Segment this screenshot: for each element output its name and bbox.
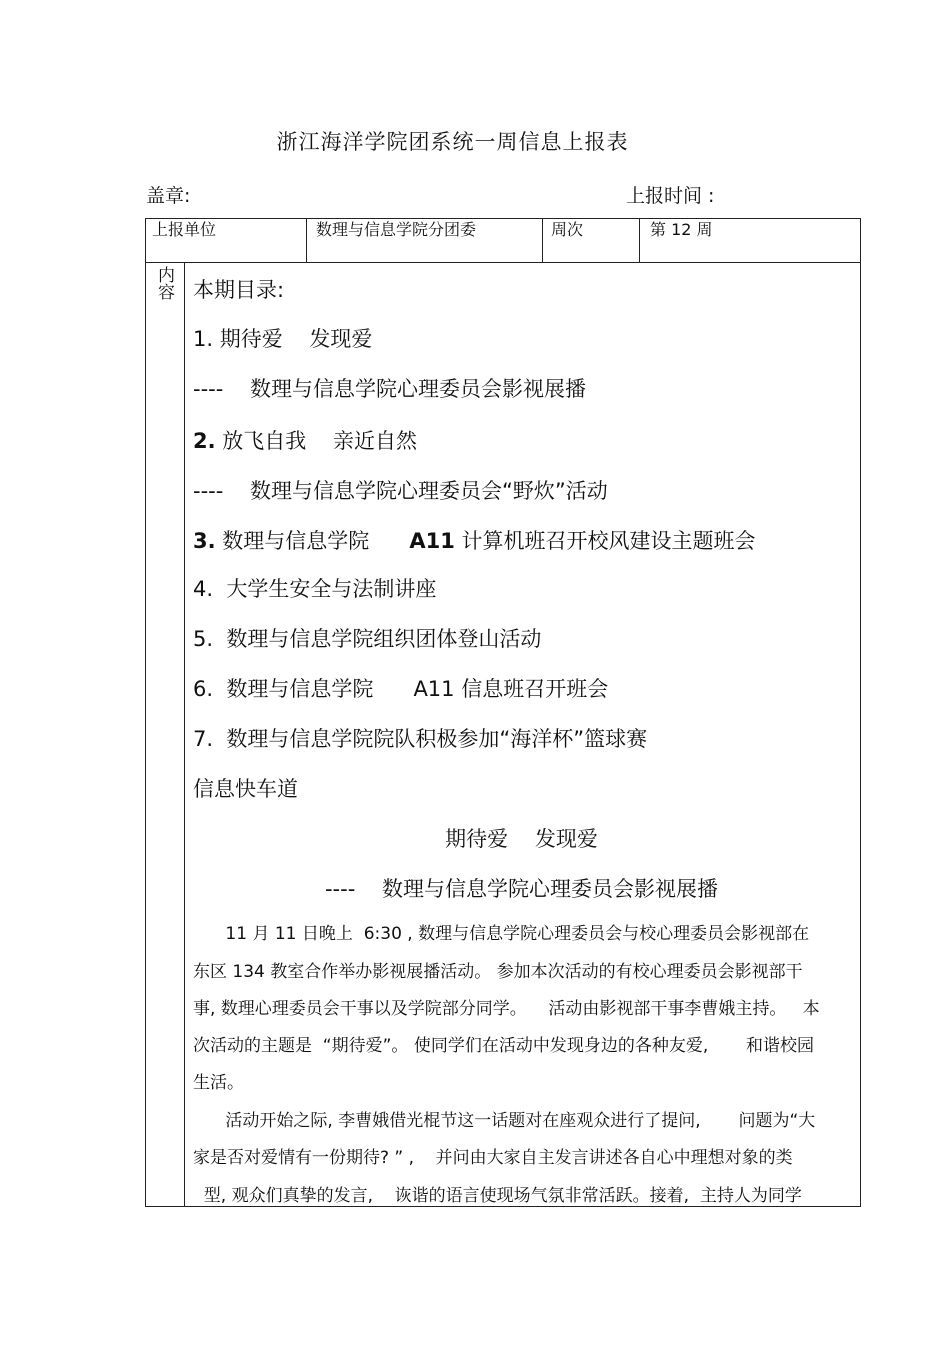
- paragraph-line: 11 月 11 日晚上 6:30 , 数理与信息学院心理委员会与校心理委员会影视部在: [193, 924, 810, 944]
- toc-item-7: 7. 数理与信息学院院队积极参加“海洋杯”篮球赛: [193, 727, 648, 751]
- report-time-label: 上报时间 :: [626, 185, 715, 207]
- toc-item-5: 5. 数理与信息学院组织团体登山活动: [193, 627, 542, 651]
- unit-value: 数理与信息学院分团委: [316, 220, 477, 239]
- week-label: 周次: [551, 220, 584, 239]
- stamp-label: 盖章:: [146, 185, 191, 207]
- toc-heading: 本期目录:: [193, 278, 285, 302]
- toc-item-3: [193, 525, 756, 555]
- paragraph-line: 家是否对爱情有一份期待? ” , 并问由大家自主发言讲述各自心中理想对象的类: [193, 1148, 793, 1168]
- paragraph-line: 东区 134 教室合作举办影视展播活动。 参加本次活动的有校心理委员会影视部干: [193, 962, 803, 982]
- content-label: 内容: [154, 266, 174, 300]
- toc-item-2: [193, 425, 417, 455]
- express-heading: 信息快车道: [193, 777, 298, 801]
- toc-item-number: 3.: [193, 529, 216, 553]
- unit-label: 上报单位: [152, 220, 217, 239]
- paragraph-line: 生活。: [193, 1073, 244, 1093]
- toc-item-text: 期待爱 发现爱: [219, 327, 373, 351]
- divider: [639, 219, 640, 263]
- class-code: A11: [409, 529, 455, 553]
- toc-item-1: [193, 323, 372, 353]
- week-value: 第 12 周: [650, 220, 713, 239]
- document-title: 浙江海洋学院团系统一周信息上报表: [276, 130, 629, 154]
- divider: [542, 219, 543, 263]
- toc-item-text: 计算机班召开校风建设主题班会: [461, 529, 756, 553]
- report-table: [145, 218, 861, 1207]
- toc-item-1-sub: ---- 数理与信息学院心理委员会影视展播: [193, 377, 587, 401]
- article-title: 期待爱 发现爱: [445, 827, 598, 851]
- toc-item-4: 4. 大学生安全与法制讲座: [193, 577, 437, 601]
- divider: [306, 219, 307, 263]
- toc-item-text: 数理与信息学院: [222, 529, 370, 553]
- toc-item-6: 6. 数理与信息学院 A11 信息班召开班会: [193, 677, 609, 701]
- paragraph-line: 活动开始之际, 李曹娥借光棍节这一话题对在座观众进行了提问, 问题为“大: [193, 1111, 816, 1131]
- divider: [184, 263, 185, 1206]
- toc-item-text: 放飞自我 亲近自然: [222, 429, 417, 453]
- toc-item-number: 1.: [193, 327, 214, 351]
- toc-item-number: 2.: [193, 429, 216, 453]
- paragraph-line: 次活动的主题是 “期待爱”。 使同学们在活动中发现身边的各种友爱, 和谐校园: [193, 1036, 815, 1056]
- article-subtitle: ---- 数理与信息学院心理委员会影视展播: [324, 877, 718, 901]
- toc-item-2-sub: ---- 数理与信息学院心理委员会“野炊”活动: [193, 479, 608, 503]
- paragraph-line: 型, 观众们真挚的发言, 诙谐的语言使现场气氛非常活跃。接着, 主持人为同学: [193, 1186, 802, 1206]
- content-area: [193, 263, 850, 1206]
- paragraph-line: 事, 数理心理委员会干事以及学院部分同学。 活动由影视部干事李曹娥主持。 本: [193, 999, 820, 1019]
